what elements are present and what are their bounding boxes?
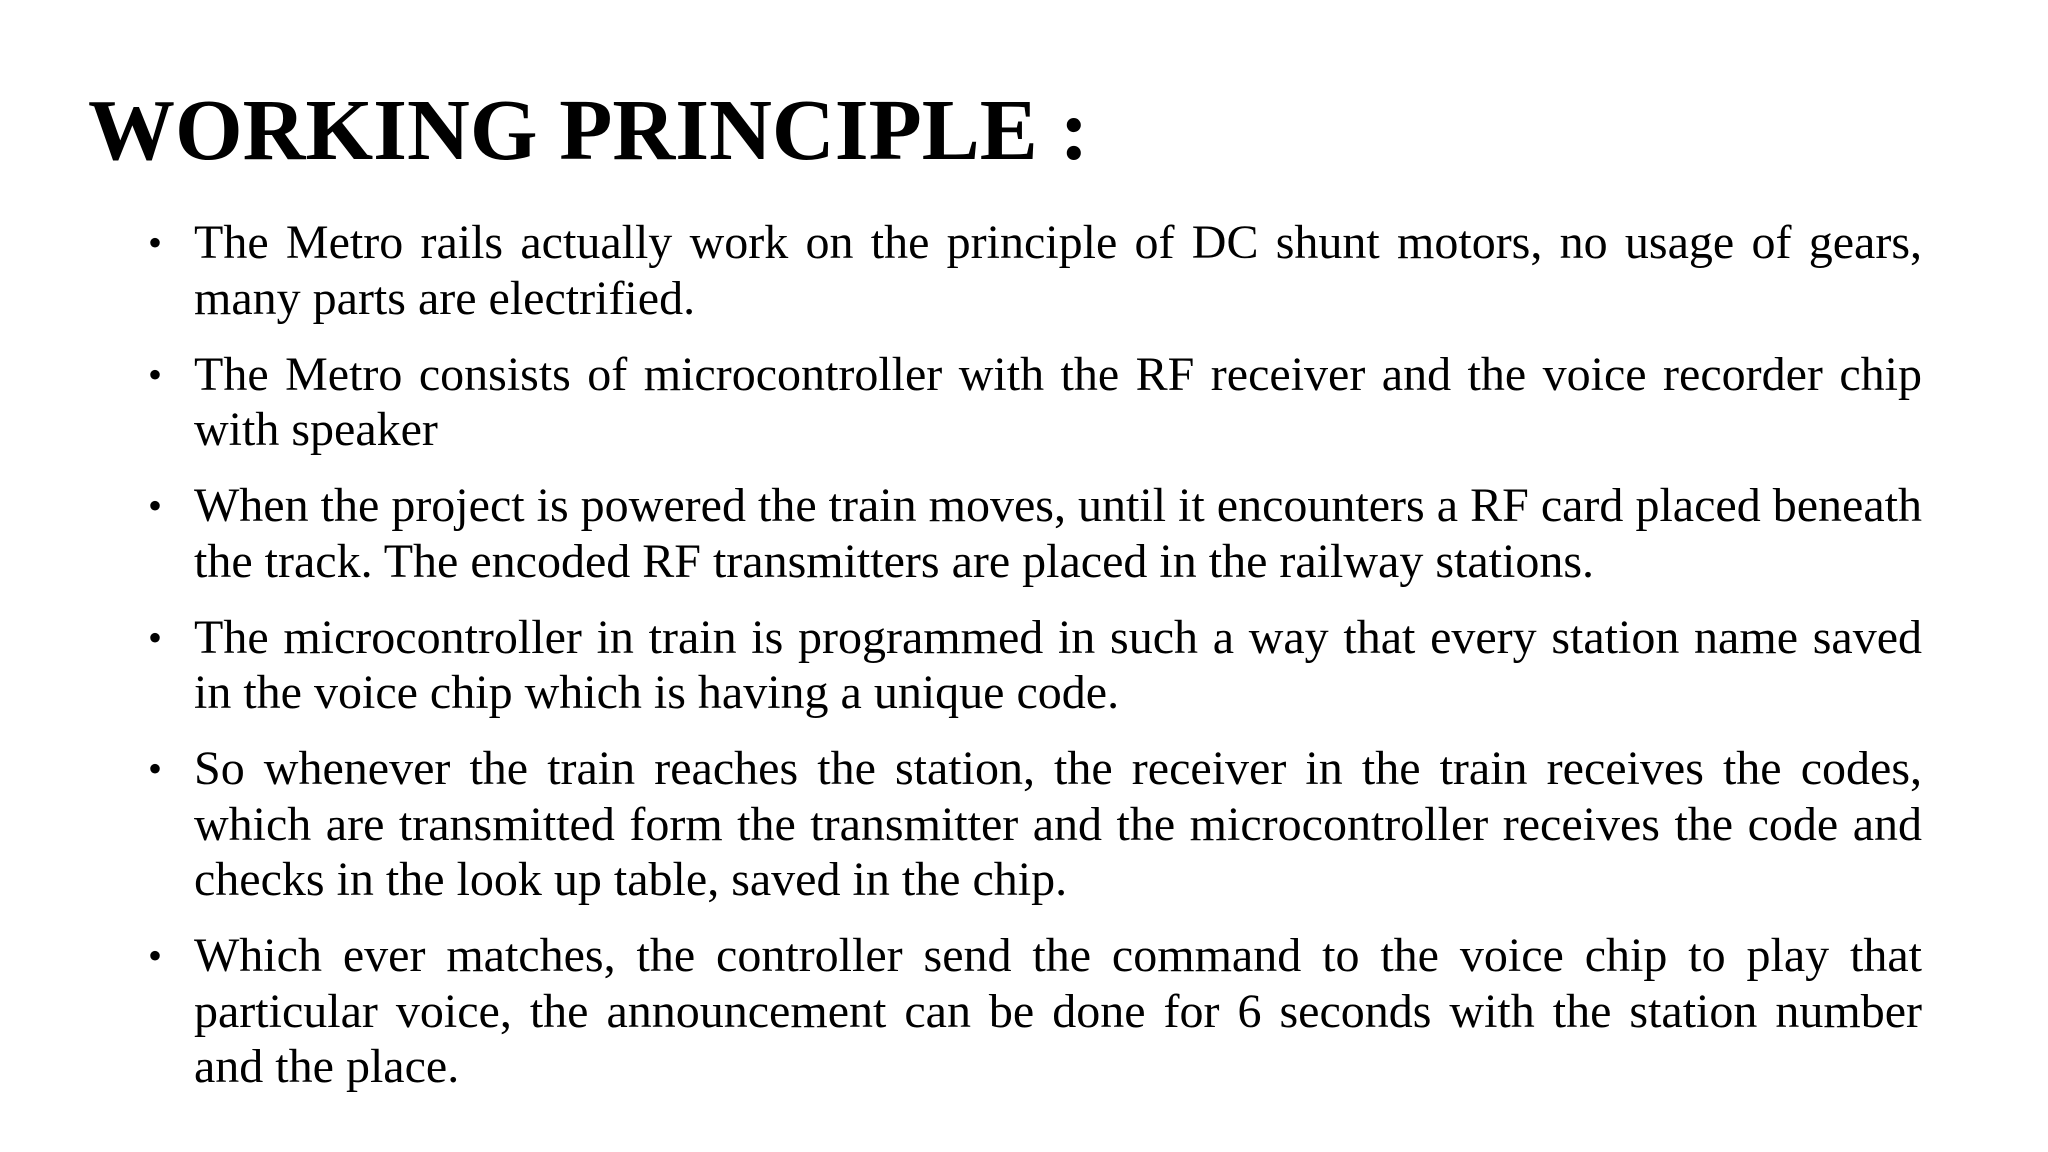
bullet-item-3 [148, 478, 1922, 589]
bullet-text: So whenever the train reaches the station, the receiver in the train receives the codes, which are transmitted form the transmitter and the microcontroller receives the code and checks in the look up table, saved in the chip. [194, 742, 1922, 906]
bullet-text: The Metro consists of microcontroller with the RF receiver and the voice recorder chip with speaker [194, 347, 1922, 456]
bullet-text: The microcontroller in train is programmed in such a way that every station name saved in the voice chip which is having a unique code. [194, 610, 1922, 719]
bullet-item-4 [148, 610, 1922, 721]
bullet-icon: • [148, 483, 163, 528]
slide-title: WORKING PRINCIPLE : [88, 81, 1089, 178]
bullet-item-2 [148, 347, 1922, 458]
bullet-icon: • [148, 351, 163, 397]
bullet-item-1 [148, 215, 1922, 326]
bullet-icon: • [148, 933, 163, 978]
bullet-list [148, 215, 1922, 1115]
bullet-icon: • [148, 614, 163, 660]
bullet-item-5 [148, 741, 1922, 908]
bullet-icon: • [148, 746, 163, 791]
bullet-text: The Metro rails actually work on the principle of DC shunt motors, no usage of gears, many parts are electrified. [194, 216, 1922, 325]
bullet-item-6 [148, 928, 1922, 1095]
bullet-icon: • [148, 220, 163, 265]
bullet-text: When the project is powered the train moves, until it encounters a RF card placed beneath the track. The encoded RF transmitters are placed in the railway stations. [194, 479, 1922, 588]
bullet-text: Which ever matches, the controller send the command to the voice chip to play that particular voice, the announcement can be done for 6 seconds with the station number and the place. [194, 929, 1922, 1093]
